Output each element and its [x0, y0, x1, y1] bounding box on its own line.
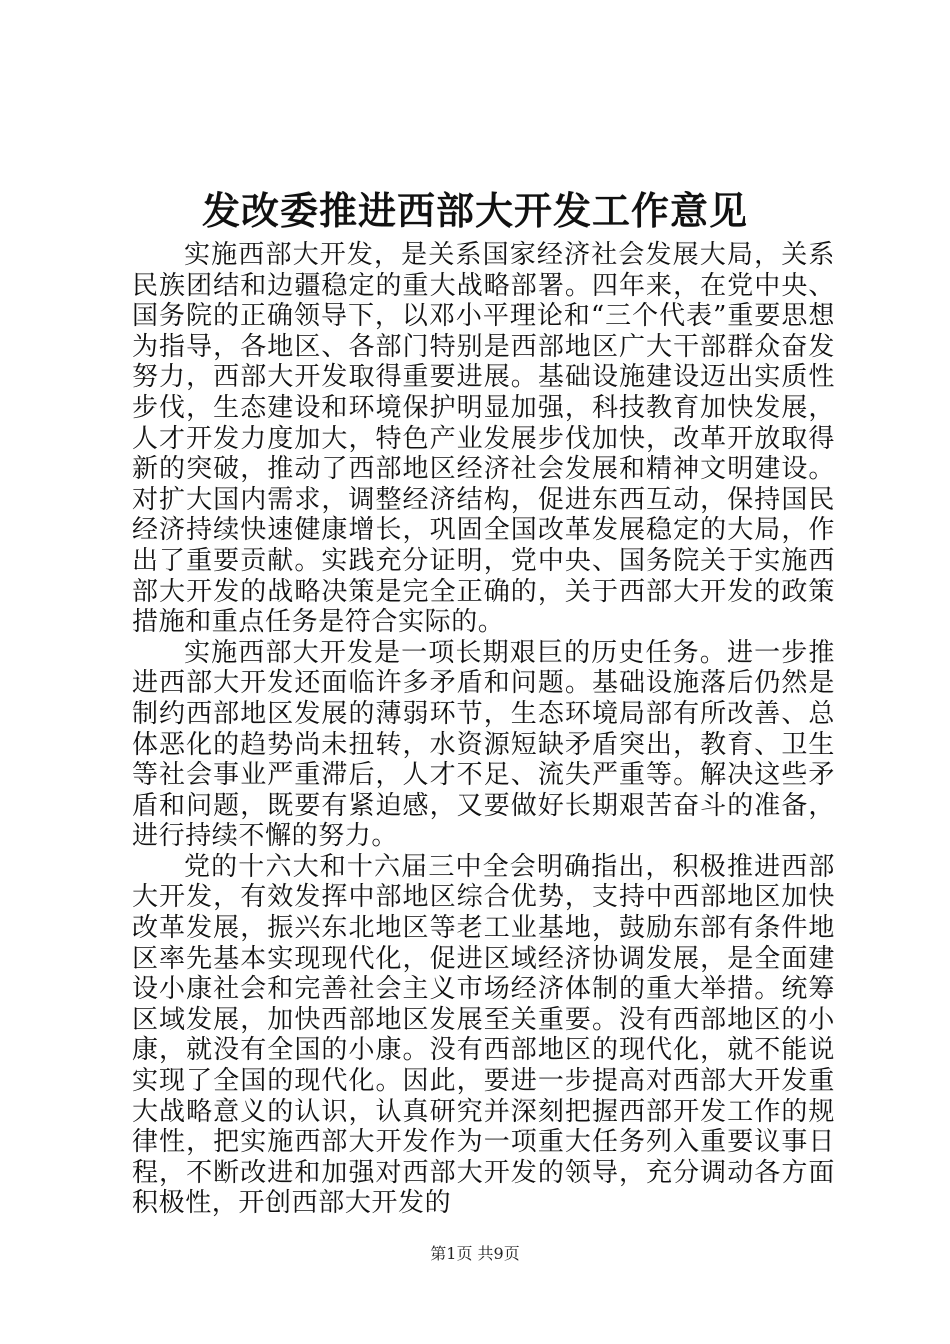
paragraph-2: 实施西部大开发是一项长期艰巨的历史任务。进一步推进西部大开发还面临许多矛盾和问题。基础设施落后仍然是制约西部地区发展的薄弱环节，生态环境局部有所改善、总体恶化的趋势尚未扭转，水资源短缺矛盾突出，教育、卫生等社会事业严重滞后，人才不足、流失严重等。解决这些矛盾和问题，既要有紧迫感，又要做好长期艰苦奋斗的准备，进行持续不懈的努力。: [132, 637, 835, 852]
document-title: 发改委推进西部大开发工作意见: [201, 188, 748, 233]
page-footer: 第1页 共9页: [430, 1244, 520, 1263]
paragraph-3: 党的十六大和十六届三中全会明确指出，积极推进西部大开发，有效发挥中部地区综合优势，支持中西部地区加快改革发展，振兴东北地区等老工业基地，鼓励东部有条件地区率先基本实现现代化，促进区域经济协调发展，是全面建设小康社会和完善社会主义市场经济体制的重大举措。统筹区域发展，加快西部地区发展至关重要。没有西部地区的小康，就没有全国的小康。没有西部地区的现代化，就不能说实现了全国的现代化。因此，要进一步提高对西部大开发重大战略意义的认识，认真研究并深刻把握西部开发工作的规律性，把实施西部大开发作为一项重大任务列入重要议事日程，不断改进和加强对西部大开发的领导，充分调动各方面积极性，开创西部大开发的: [132, 851, 835, 1219]
document-body: [132, 240, 835, 1219]
paragraph-1: 实施西部大开发，是关系国家经济社会发展大局，关系民族团结和边疆稳定的重大战略部署。四年来，在党中央、国务院的正确领导下，以邓小平理论和“三个代表”重要思想为指导，各地区、各部门特别是西部地区广大干部群众奋发努力，西部大开发取得重要进展。基础设施建设迈出实质性步伐，生态建设和环境保护明显加强，科技教育加快发展，人才开发力度加大，特色产业发展步伐加快，改革开放取得新的突破，推动了西部地区经济社会发展和精神文明建设。对扩大国内需求，调整经济结构，促进东西互动，保持国民经济持续快速健康增长，巩固全国改革发展稳定的大局，作出了重要贡献。实践充分证明，党中央、国务院关于实施西部大开发的战略决策是完全正确的，关于西部大开发的政策措施和重点任务是符合实际的。: [132, 240, 835, 638]
